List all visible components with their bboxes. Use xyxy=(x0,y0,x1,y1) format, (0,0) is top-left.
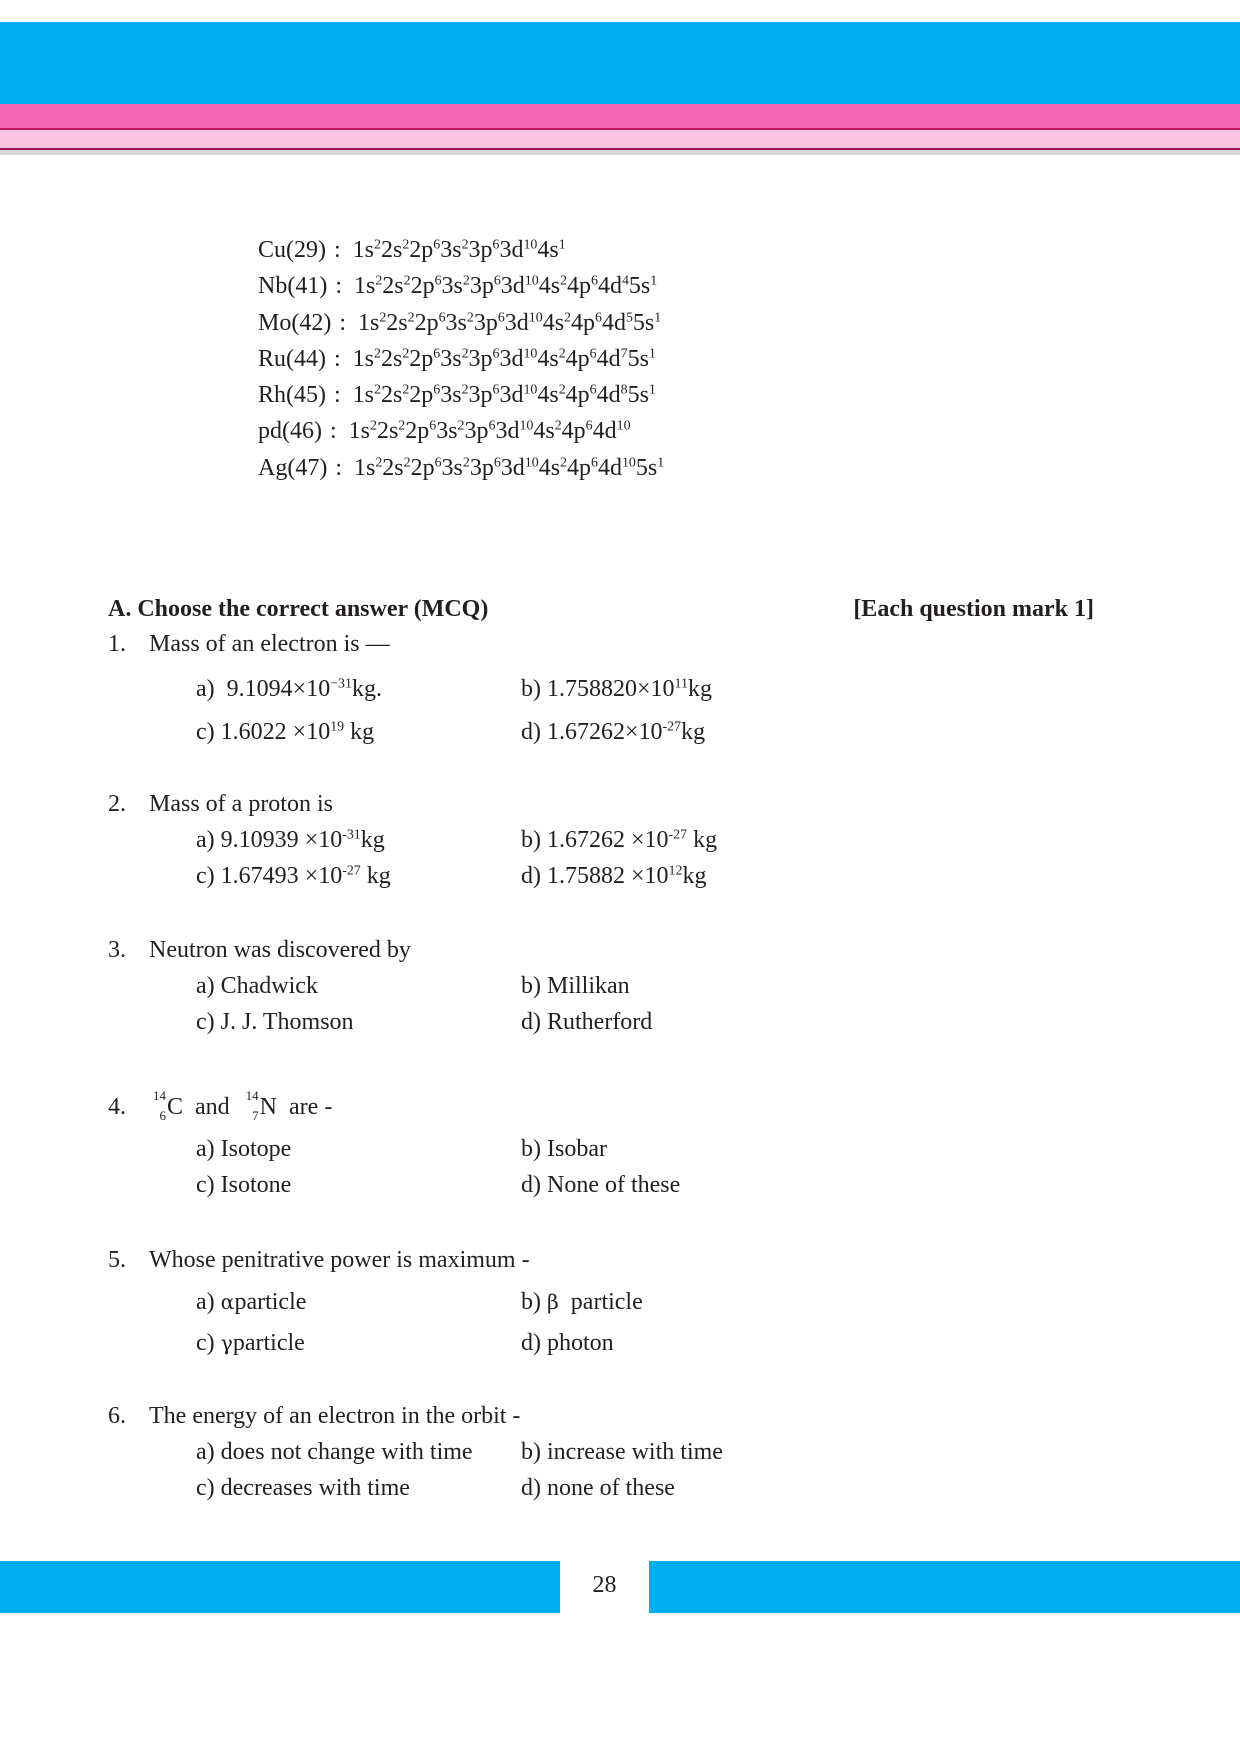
orbital-occupancy: 2 xyxy=(558,346,566,362)
times-sign: × xyxy=(631,863,645,889)
option-d[interactable]: d) photon xyxy=(521,1330,614,1356)
option-mantissa: 1.67262 xyxy=(547,827,625,853)
question-text: The energy of an electron in the orbit - xyxy=(149,1403,521,1429)
orbital-occupancy: 10 xyxy=(519,419,534,435)
element-label: Mo(42) xyxy=(258,309,332,336)
question-number: 1. xyxy=(108,631,126,657)
orbital-occupancy: 2 xyxy=(403,455,411,471)
header-gray-band xyxy=(0,150,1240,155)
question-text xyxy=(149,1088,333,1123)
orbital: 2s xyxy=(376,418,399,445)
orbital-occupancy: 6 xyxy=(429,419,437,435)
orbital-occupancy: 2 xyxy=(462,455,470,471)
option-unit: kg xyxy=(682,863,707,889)
conjunction: and xyxy=(195,1094,230,1120)
orbital-occupancy: 10 xyxy=(616,419,631,435)
option-b[interactable] xyxy=(521,1289,643,1316)
orbital: 3d xyxy=(500,454,525,481)
option-label: c) xyxy=(196,1330,215,1356)
orbital-occupancy: 6 xyxy=(492,237,500,253)
section-marks: [Each question mark 1] xyxy=(853,596,1094,622)
option-text: particle xyxy=(570,1289,643,1315)
orbital: 4s xyxy=(542,309,565,336)
orbital-occupancy: 2 xyxy=(402,237,410,253)
orbital-occupancy: 6 xyxy=(591,273,598,289)
mass-number: 14 xyxy=(153,1088,166,1103)
configuration-row xyxy=(258,232,664,268)
nitrogen-nuclide-notation xyxy=(242,1088,260,1123)
orbital: 2p xyxy=(409,382,434,409)
option-d[interactable] xyxy=(521,719,705,746)
orbital: 2s xyxy=(380,382,403,409)
option-unit: kg xyxy=(360,827,385,853)
header-blue-band xyxy=(0,22,1240,104)
power-exponent: -27 xyxy=(342,863,361,879)
orbital-occupancy: 2 xyxy=(558,382,566,398)
orbital: 4d xyxy=(601,309,626,336)
page-number: 28 xyxy=(592,1572,617,1598)
orbital-occupancy: 10 xyxy=(528,310,543,326)
orbital: 4s xyxy=(538,273,561,300)
question-number: 5. xyxy=(108,1247,126,1273)
question-number: 3. xyxy=(108,937,126,963)
orbital: 4s xyxy=(537,237,559,263)
configuration-row xyxy=(258,341,664,377)
times-sign: × xyxy=(631,827,645,853)
orbital: 2s xyxy=(386,309,408,336)
beta-symbol: β xyxy=(547,1290,559,1314)
orbital: 4d xyxy=(597,454,622,481)
option-mantissa: 1.758820 xyxy=(547,676,637,702)
orbital-occupancy: 2 xyxy=(402,346,410,362)
orbital-occupancy: 1 xyxy=(654,310,662,326)
configuration-row xyxy=(258,377,664,413)
option-label: b) xyxy=(521,1289,541,1315)
times-sign: × xyxy=(304,827,319,853)
option-a[interactable]: a) Chadwick xyxy=(196,973,318,999)
orbital: 3d xyxy=(499,345,524,372)
orbital: 4p xyxy=(561,418,586,445)
power-base: 10 xyxy=(318,827,343,853)
option-a[interactable] xyxy=(196,1289,306,1316)
orbital: 4p xyxy=(567,454,591,481)
times-sign: × xyxy=(292,719,307,745)
orbital-occupancy: 4 xyxy=(621,273,629,289)
orbital-occupancy: 6 xyxy=(497,310,505,326)
option-b[interactable]: b) increase with time xyxy=(521,1439,723,1465)
orbital-occupancy: 10 xyxy=(523,346,538,362)
power-base: 10 xyxy=(638,719,663,745)
orbital-occupancy: 2 xyxy=(564,310,571,326)
power-exponent: -27 xyxy=(662,719,682,735)
separator: : xyxy=(334,382,341,409)
question-text: Mass of a proton is xyxy=(149,791,333,817)
option-unit: kg xyxy=(366,863,391,889)
element-label: Ru(44) xyxy=(258,345,326,372)
option-label: c) xyxy=(196,719,215,745)
orbital-occupancy: 6 xyxy=(595,310,602,326)
orbital: 2p xyxy=(410,454,435,481)
option-mantissa: 1.67493 xyxy=(220,863,299,889)
orbital-occupancy: 6 xyxy=(438,310,446,326)
question-text: Mass of an electron is — xyxy=(149,631,390,657)
alpha-symbol: α xyxy=(220,1290,235,1314)
element-label: Ag(47) xyxy=(258,454,328,481)
orbital: 1s xyxy=(358,309,380,336)
orbital: 4d xyxy=(596,382,621,409)
power-exponent: 12 xyxy=(668,863,683,879)
orbital: 3s xyxy=(440,237,462,263)
header-pink-band xyxy=(0,104,1240,128)
orbital: 3d xyxy=(495,418,520,445)
orbital: 4p xyxy=(567,273,591,300)
option-mantissa: 9.10939 xyxy=(220,827,299,853)
section-title: A. Choose the correct answer (MCQ) xyxy=(108,596,489,622)
gamma-symbol: γ xyxy=(220,1331,233,1355)
question-number: 6. xyxy=(108,1403,126,1429)
power-exponent: -31 xyxy=(342,827,361,843)
orbital-occupancy: 6 xyxy=(433,237,441,253)
orbital-occupancy: 2 xyxy=(407,310,415,326)
orbital: 3d xyxy=(499,382,524,409)
orbital: 4s xyxy=(538,454,561,481)
orbital-occupancy: 2 xyxy=(457,419,465,435)
power-base: 10 xyxy=(306,676,331,702)
orbital-occupancy: 10 xyxy=(523,237,538,253)
orbital: 3s xyxy=(445,309,467,336)
orbital-occupancy: 2 xyxy=(461,382,469,398)
configuration-row xyxy=(258,268,664,304)
power-exponent: -27 xyxy=(668,827,688,843)
times-sign: × xyxy=(292,676,307,702)
orbital: 2p xyxy=(405,418,430,445)
orbital-occupancy: 10 xyxy=(523,382,538,398)
option-d[interactable]: d) none of these xyxy=(521,1475,675,1501)
element-label: Rh(45) xyxy=(258,382,326,409)
orbital: 2s xyxy=(380,345,403,372)
option-label: d) xyxy=(521,863,541,889)
power-exponent: −31 xyxy=(330,676,352,692)
element-label: Cu(29) xyxy=(258,237,326,263)
option-mantissa: 1.67262 xyxy=(547,719,625,745)
element-symbol: N xyxy=(259,1094,278,1120)
option-unit: kg xyxy=(681,719,706,745)
option-b[interactable] xyxy=(521,676,712,703)
orbital: 4d xyxy=(597,273,622,300)
orbital: 2p xyxy=(414,309,439,336)
orbital-occupancy: 2 xyxy=(374,346,381,362)
option-label: b) xyxy=(521,676,541,702)
electron-configuration-list xyxy=(258,232,664,486)
orbital-occupancy: 7 xyxy=(620,346,628,362)
separator: : xyxy=(334,237,341,263)
orbital-occupancy: 1 xyxy=(558,237,566,253)
question-text: Whose penitrative power is maximum - xyxy=(149,1247,530,1273)
orbital-occupancy: 6 xyxy=(433,346,441,362)
mass-number: 14 xyxy=(245,1088,259,1103)
orbital: 4d xyxy=(592,418,617,445)
orbital: 3p xyxy=(468,237,493,263)
option-c[interactable]: c) decreases with time xyxy=(196,1475,410,1501)
orbital-occupancy: 6 xyxy=(591,455,598,471)
orbital: 4p xyxy=(565,345,590,372)
option-mantissa: 1.6022 xyxy=(220,719,287,745)
orbital: 3s xyxy=(440,382,462,409)
orbital-occupancy: 10 xyxy=(621,455,636,471)
option-d[interactable]: d) Rutherford xyxy=(521,1009,653,1035)
orbital-occupancy: 1 xyxy=(648,382,656,398)
carbon-nuclide-notation xyxy=(149,1088,167,1123)
power-base: 10 xyxy=(306,719,331,745)
separator: : xyxy=(335,273,342,300)
orbital: 2s xyxy=(380,237,403,263)
orbital-occupancy: 2 xyxy=(462,273,470,289)
orbital-occupancy: 6 xyxy=(492,346,500,362)
orbital: 3d xyxy=(500,273,525,300)
option-label: c) xyxy=(196,863,215,889)
orbital-occupancy: 2 xyxy=(403,273,411,289)
atomic-number: 6 xyxy=(159,1108,166,1123)
option-c[interactable]: c) Isotone xyxy=(196,1172,292,1198)
orbital-occupancy: 6 xyxy=(434,455,442,471)
orbital-occupancy: 1 xyxy=(650,273,658,289)
orbital-occupancy: 1 xyxy=(648,346,656,362)
orbital: 3p xyxy=(468,345,493,372)
orbital: 2p xyxy=(409,237,434,263)
option-unit: kg xyxy=(693,827,718,853)
orbital: 4s xyxy=(533,418,555,445)
option-a[interactable]: a) Isotope xyxy=(196,1136,292,1162)
footer-band-left xyxy=(0,1561,560,1613)
orbital: 4s xyxy=(537,345,559,372)
power-exponent: 19 xyxy=(330,719,345,735)
option-label: a) xyxy=(196,1289,215,1315)
orbital: 1s xyxy=(352,237,375,263)
orbital: 5s xyxy=(627,345,649,372)
orbital: 3s xyxy=(440,345,462,372)
option-c[interactable]: c) J. J. Thomson xyxy=(196,1009,354,1035)
orbital: 5s xyxy=(627,382,649,409)
orbital: 1s xyxy=(352,345,375,372)
option-label: a) xyxy=(196,827,215,853)
question-number: 2. xyxy=(108,791,126,817)
orbital: 3p xyxy=(469,454,494,481)
power-exponent: 11 xyxy=(674,676,688,692)
configuration-row xyxy=(258,413,664,449)
separator: : xyxy=(339,309,346,336)
orbital-occupancy: 6 xyxy=(488,419,496,435)
separator: : xyxy=(335,454,342,481)
orbital: 1s xyxy=(354,454,376,481)
option-b[interactable]: b) Isobar xyxy=(521,1136,607,1162)
orbital: 1s xyxy=(348,418,370,445)
option-a[interactable]: a) does not change with time xyxy=(196,1439,473,1465)
orbital: 3p xyxy=(469,273,494,300)
orbital: 3p xyxy=(468,382,493,409)
question-tail: are - xyxy=(289,1094,333,1120)
orbital-occupancy: 2 xyxy=(379,310,387,326)
orbital: 4p xyxy=(565,382,590,409)
orbital-occupancy: 6 xyxy=(433,382,441,398)
orbital-occupancy: 2 xyxy=(398,419,406,435)
orbital-occupancy: 2 xyxy=(461,346,469,362)
orbital-occupancy: 6 xyxy=(434,273,442,289)
orbital: 4d xyxy=(596,345,621,372)
orbital: 5s xyxy=(635,454,658,481)
orbital-occupancy: 2 xyxy=(461,237,469,253)
option-mantissa: 1.75882 xyxy=(547,863,625,889)
orbital-occupancy: 2 xyxy=(370,419,377,435)
option-a[interactable] xyxy=(196,827,385,854)
orbital: 4s xyxy=(537,382,559,409)
orbital: 4p xyxy=(571,309,595,336)
option-label: a) xyxy=(196,676,215,702)
option-c[interactable] xyxy=(196,863,391,890)
orbital: 2p xyxy=(409,345,434,372)
atomic-number: 7 xyxy=(252,1108,259,1123)
power-base: 10 xyxy=(318,863,343,889)
option-b[interactable] xyxy=(521,827,717,854)
orbital: 3d xyxy=(504,309,529,336)
power-base: 10 xyxy=(644,863,669,889)
configuration-row xyxy=(258,450,664,486)
configuration-row xyxy=(258,305,664,341)
orbital: 2s xyxy=(382,273,404,300)
question-number: 4. xyxy=(108,1094,126,1120)
times-sign: × xyxy=(625,719,639,745)
orbital: 3s xyxy=(441,454,463,481)
orbital-occupancy: 6 xyxy=(493,273,501,289)
orbital-occupancy: 10 xyxy=(524,455,539,471)
orbital-occupancy: 6 xyxy=(589,382,597,398)
orbital-occupancy: 2 xyxy=(560,273,567,289)
option-unit: kg. xyxy=(351,676,382,702)
orbital-occupancy: 8 xyxy=(620,382,628,398)
orbital-occupancy: 6 xyxy=(493,455,501,471)
orbital: 3s xyxy=(436,418,458,445)
orbital-occupancy: 2 xyxy=(554,419,562,435)
option-c[interactable] xyxy=(196,719,374,746)
option-unit: kg xyxy=(687,676,712,702)
orbital: 3d xyxy=(499,237,524,263)
option-c[interactable] xyxy=(196,1330,305,1357)
orbital-occupancy: 2 xyxy=(374,382,381,398)
orbital: 1s xyxy=(354,273,376,300)
option-d[interactable]: d) None of these xyxy=(521,1172,681,1198)
question-text: Neutron was discovered by xyxy=(149,937,411,963)
option-mantissa: 9.1094 xyxy=(226,676,293,702)
orbital-occupancy: 6 xyxy=(589,346,597,362)
orbital-occupancy: 6 xyxy=(585,419,593,435)
times-sign: × xyxy=(304,863,319,889)
option-label: d) xyxy=(521,719,541,745)
orbital-occupancy: 5 xyxy=(625,310,633,326)
element-label: Nb(41) xyxy=(258,273,328,300)
orbital: 3p xyxy=(473,309,498,336)
option-text: particle xyxy=(234,1289,307,1315)
orbital-occupancy: 2 xyxy=(374,237,381,253)
orbital-occupancy: 2 xyxy=(466,310,474,326)
power-base: 10 xyxy=(650,676,675,702)
power-base: 10 xyxy=(644,827,669,853)
option-b[interactable]: b) Millikan xyxy=(521,973,630,999)
option-text: particle xyxy=(232,1330,305,1356)
times-sign: × xyxy=(637,676,651,702)
orbital: 5s xyxy=(628,273,651,300)
option-d[interactable] xyxy=(521,863,706,890)
orbital-occupancy: 10 xyxy=(524,273,539,289)
option-unit: kg xyxy=(350,719,375,745)
separator: : xyxy=(329,418,337,445)
orbital: 5s xyxy=(632,309,655,336)
orbital-occupancy: 2 xyxy=(560,455,567,471)
option-label: b) xyxy=(521,827,541,853)
orbital-occupancy: 1 xyxy=(657,455,665,471)
orbital: 3s xyxy=(441,273,463,300)
separator: : xyxy=(334,345,341,372)
footer-band-right xyxy=(649,1561,1240,1613)
orbital: 1s xyxy=(352,382,375,409)
orbital-occupancy: 6 xyxy=(492,382,500,398)
orbital-occupancy: 2 xyxy=(375,273,383,289)
element-label: pd(46) xyxy=(258,418,322,445)
orbital: 2s xyxy=(382,454,404,481)
orbital-occupancy: 2 xyxy=(402,382,410,398)
element-symbol: C xyxy=(167,1094,184,1120)
orbital: 2p xyxy=(410,273,435,300)
orbital: 3p xyxy=(464,418,489,445)
orbital-occupancy: 2 xyxy=(375,455,383,471)
option-a[interactable] xyxy=(196,676,382,703)
header-light-pink-band xyxy=(0,130,1240,148)
